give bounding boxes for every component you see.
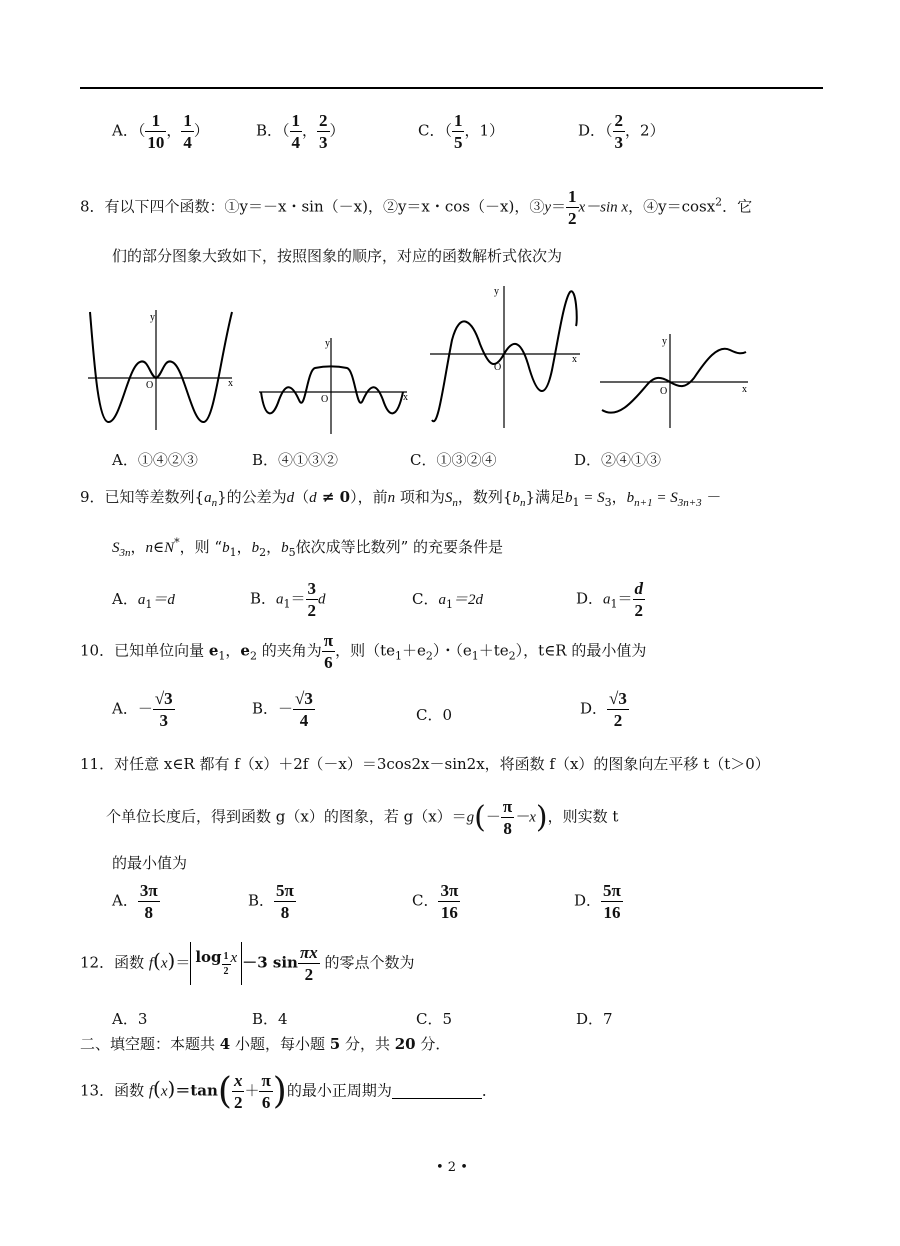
q8-stem-line2: 们的部分图象大致如下，按照图象的顺序，对应的函数解析式依次为 xyxy=(112,247,563,265)
q11-option-a: A． $\frac{3\pi}{8}$ xyxy=(112,881,158,922)
q10-option-a: A．－ $\frac{√3}{3}$ xyxy=(112,689,173,730)
q13-stem: 13．函数 f(x)＝tan( $\frac{x}{2}$ ＋ $\frac{\pi}{6}$ )的最小正周期为 ． xyxy=(80,1071,497,1112)
q11-stem-line3: 的最小值为 xyxy=(112,854,188,872)
q10-stem: 10．已知单位向量 $e_1$，$e_2$ 的夹角为 $\frac{\pi}{6}$ ，则$(te_1+e_2)$・$(e_1+te_2)$，t∈R 的最小值为 xyxy=(80,631,647,672)
graph-1-y-label: y xyxy=(150,312,155,323)
q7-option-c: C．（ $\frac{1}{5}$ ，1） xyxy=(418,111,505,152)
graph-3-x-label: x xyxy=(572,354,577,365)
graph-3-origin-label: O xyxy=(494,362,502,373)
graph-3 xyxy=(428,280,588,430)
graph-2-y-label: y xyxy=(325,338,330,349)
q9-stem-line2: $S_{3n}$，n∈N*，则 “$b_1$，$b_2$，$b_5$依次成等比数列” 的充要条件是 xyxy=(112,536,504,559)
graph-4 xyxy=(598,330,753,430)
q9-option-b: B．$a_1=$ $\frac{3}{2}$ d xyxy=(250,579,326,620)
graph-2 xyxy=(255,330,415,435)
q8-option-c: C．①③②④ xyxy=(410,451,497,469)
q8-option-a: A．①④②③ xyxy=(112,451,198,469)
graph-4-y-label: y xyxy=(662,336,667,347)
q12-stem: 12．函数 f(x)＝ log $\frac{1}{2}$ x －3 sin $\frac{\pi x}{2}$ 的零点个数为 xyxy=(80,943,415,984)
q12-option-a: A．3 xyxy=(112,1010,148,1028)
q7-option-b: B．（ $\frac{1}{4}$ ， $\frac{2}{3}$ ） xyxy=(256,111,345,152)
graph-4-origin-label: O xyxy=(660,386,668,397)
q11-stem-line1: 11．对任意 x∈R 都有 f（x）＋2f（－x）＝3cos2x－sin2x，将函数 f（x）的图象向左平移 t（t＞0） xyxy=(80,755,770,773)
q9-option-d: D．$a_1=$ $\frac{d}{2}$ xyxy=(576,579,644,620)
graph-4-x-label: x xyxy=(742,384,747,395)
graph-1-origin-label: O xyxy=(146,380,154,391)
q8-option-d: D．②④①③ xyxy=(574,451,662,469)
top-rule xyxy=(80,87,823,89)
q11-option-c: C． $\frac{3\pi}{16}$ xyxy=(412,881,459,922)
q10-option-d: D． $\frac{√3}{2}$ xyxy=(580,689,627,730)
q10-option-b: B．－ $\frac{√3}{4}$ xyxy=(252,689,313,730)
graph-1-x-label: x xyxy=(228,378,233,389)
q8-stem-line1: 8．有以下四个函数：①y＝－x・sin（－x)，②y＝x・cos（－x)，③y＝ $\frac{1}{2}$ x－sin x，④y＝cosx$^2$．它 xyxy=(80,187,753,228)
q11-option-d: D． $\frac{5\pi}{16}$ xyxy=(574,881,621,922)
q13-answer-blank[interactable] xyxy=(392,1098,482,1099)
q10-option-c: C．0 xyxy=(416,706,453,724)
graph-2-origin-label: O xyxy=(321,394,329,405)
graph-2-x-label: x xyxy=(403,392,408,403)
graph-1 xyxy=(80,300,240,435)
q7-option-d: D．（ $\frac{2}{3}$ ，2） xyxy=(578,111,665,152)
q12-option-d: D．7 xyxy=(576,1010,613,1028)
page-number: • 2 • xyxy=(436,1160,468,1175)
q12-option-c: C．5 xyxy=(416,1010,453,1028)
q9-option-a: A．$a_1=d$ xyxy=(112,590,175,611)
section-2-heading: 二、填空题：本题共 4 小题，每小题 5 分，共 20 分． xyxy=(80,1035,451,1053)
q11-stem-line2: 个单位长度后，得到函数 g（x）的图象，若 g（x）＝g(－ $\frac{\pi}{8}$ －x)，则实数 t xyxy=(106,797,619,838)
q8-option-b: B．④①③② xyxy=(252,451,339,469)
graph-3-y-label: y xyxy=(494,286,499,297)
q12-option-b: B．4 xyxy=(252,1010,288,1028)
q7-option-a: A．（ $\frac{1}{10}$ ， $\frac{1}{4}$ ） xyxy=(112,111,209,152)
q11-option-b: B． $\frac{5\pi}{8}$ xyxy=(248,881,294,922)
q9-stem-line1: 9．已知等差数列$\{a_n\}$的公差为d（d ≠ 0），前n 项和为$S_n$，数列$\{b_n\}$满足$b_1 = S_3$，$b_{n+1} = S_{3n+3}$ － xyxy=(80,488,722,509)
q9-option-c: C．$a_1=2d$ xyxy=(412,590,483,611)
